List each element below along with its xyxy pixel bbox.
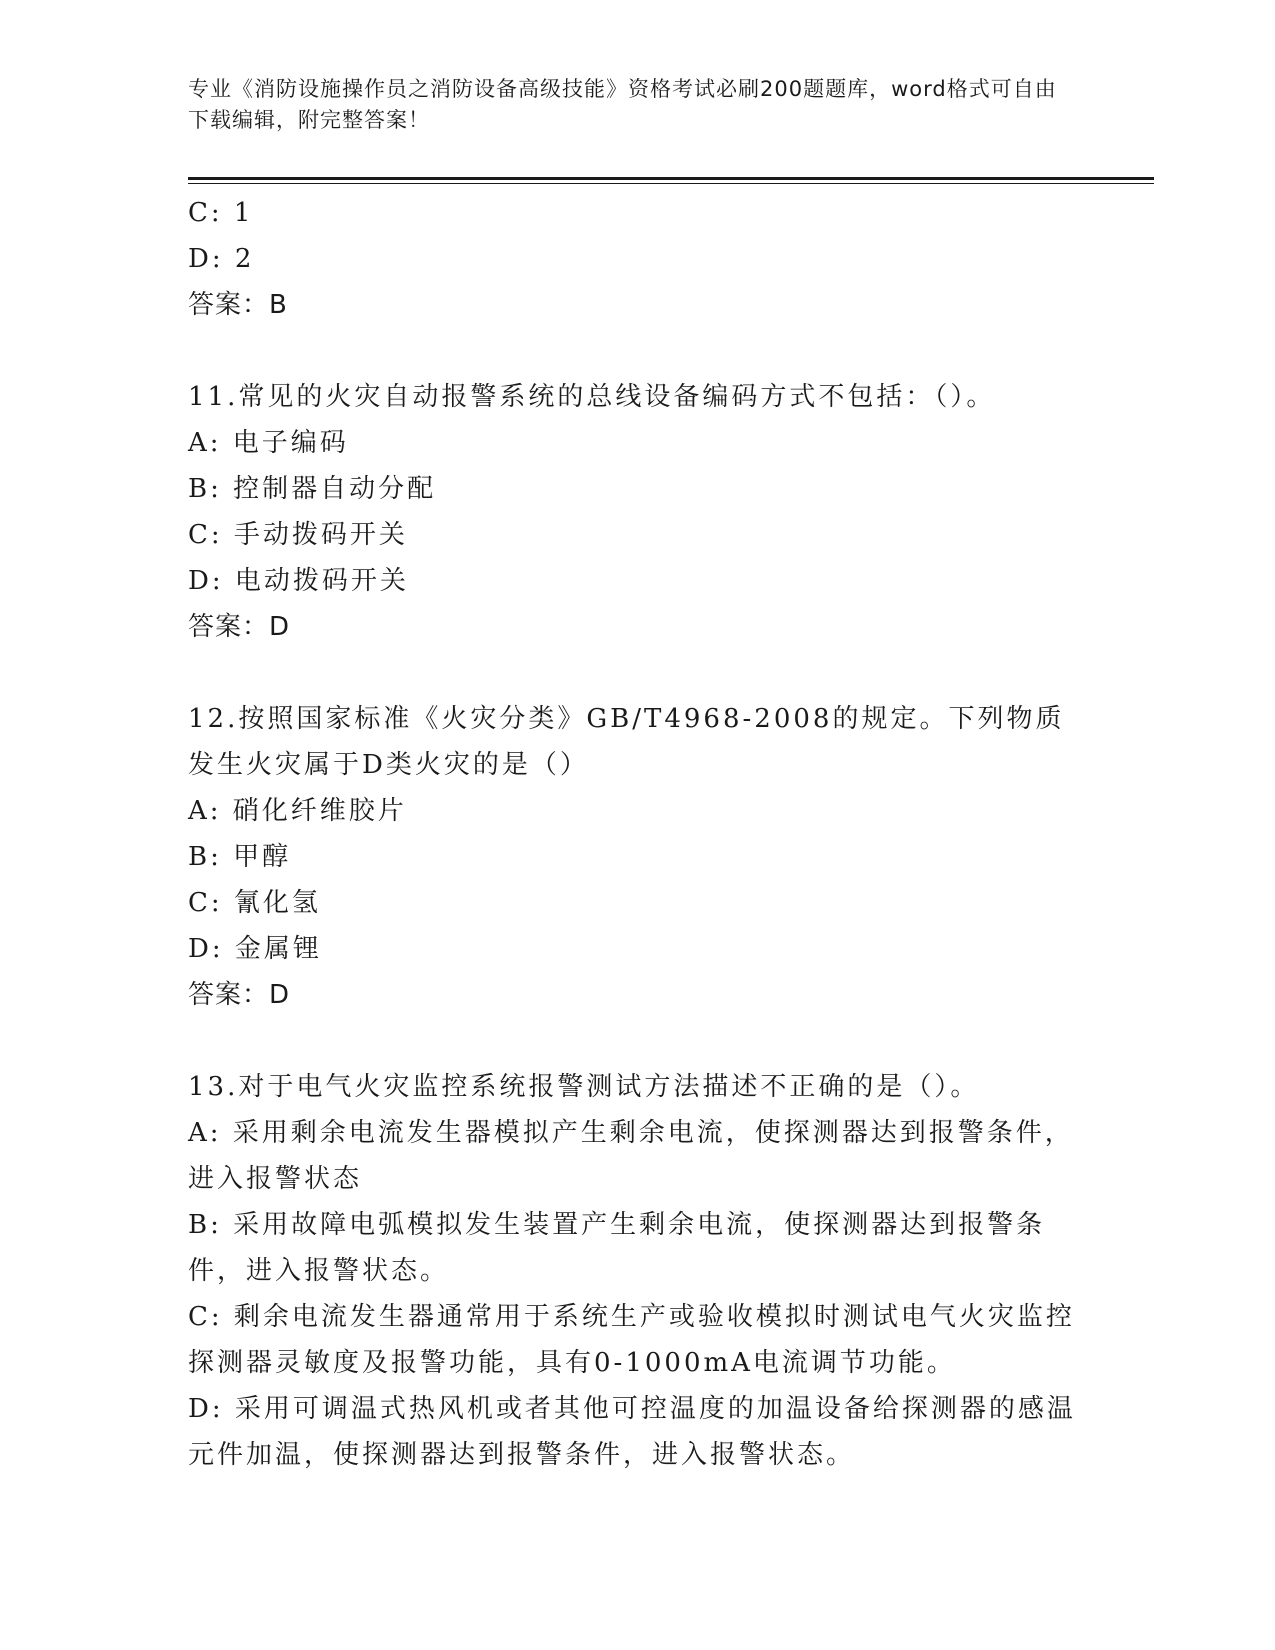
prev-option-d: D: 2	[188, 244, 255, 274]
option-c: C: 氰化氢	[188, 888, 321, 918]
option-a: A: 采用剩余电流发生器模拟产生剩余电流，使探测器达到报警条件，进入报警状态	[188, 1118, 1074, 1194]
option-d: D: 电动拨码开关	[188, 566, 409, 596]
option-c: C: 剩余电流发生器通常用于系统生产或验收模拟时测试电气火灾监控探测器灵敏度及报警功能，具有0-1000mA电流调节功能。	[188, 1302, 1075, 1378]
question-answer: 答案：D	[188, 980, 291, 1010]
option-c: C: 手动拨码开关	[188, 520, 408, 550]
question-stem: 13.对于电气火灾监控系统报警测试方法描述不正确的是（）。	[188, 1072, 980, 1102]
prev-option-c: C: 1	[188, 198, 254, 228]
header-rule-thick	[188, 177, 1154, 180]
document-body	[188, 190, 1088, 1478]
question-stem: 11.常见的火灾自动报警系统的总线设备编码方式不包括：（）。	[188, 382, 996, 412]
question-11	[188, 374, 1088, 650]
question-answer: 答案：D	[188, 612, 291, 642]
question-stem: 12.按照国家标准《火灾分类》GB/T4968-2008的规定。下列物质发生火灾属于D类火灾的是（）	[188, 704, 1065, 780]
header-rule-thin	[188, 183, 1154, 184]
question-13	[188, 1064, 1088, 1478]
option-d: D: 采用可调温式热风机或者其他可控温度的加温设备给探测器的感温元件加温，使探测器达到报警条件，进入报警状态。	[188, 1394, 1076, 1470]
prev-answer: 答案：B	[188, 290, 288, 320]
option-b: B: 采用故障电弧模拟发生装置产生剩余电流，使探测器达到报警条件，进入报警状态。	[188, 1210, 1046, 1286]
question-12	[188, 696, 1088, 1018]
option-b: B: 甲醇	[188, 842, 292, 872]
option-a: A: 硝化纤维胶片	[188, 796, 407, 826]
option-b: B: 控制器自动分配	[188, 474, 437, 504]
document-header: 专业《消防设施操作员之消防设备高级技能》资格考试必刷200题题库，word格式可自由下载编辑，附完整答案！	[188, 77, 1057, 132]
option-d: D: 金属锂	[188, 934, 322, 964]
option-a: A: 电子编码	[188, 428, 349, 458]
